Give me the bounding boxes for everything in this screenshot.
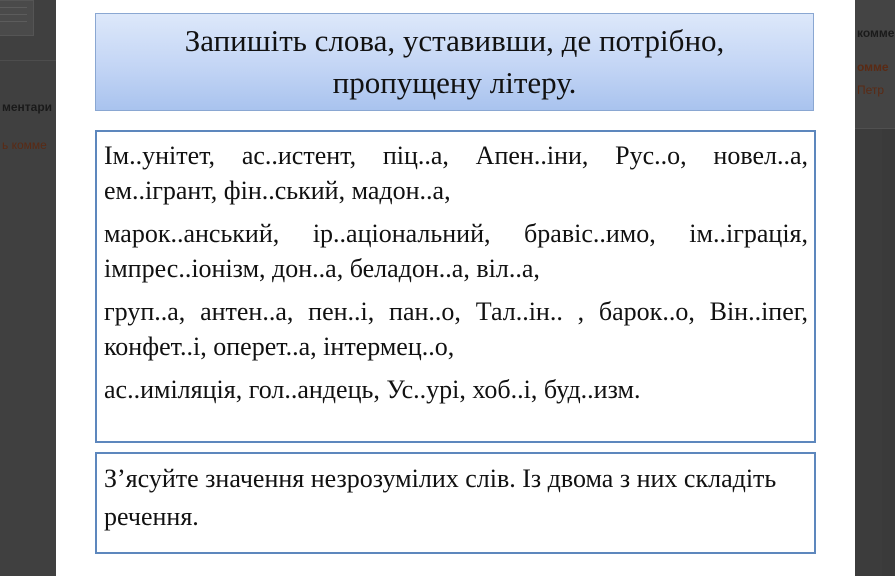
slide-viewer bbox=[56, 0, 855, 576]
word-line: груп..а, антен..а, пен..і, пан..о, Тал..ін.. , барок..о, Він..іпег, конфет..і, оперет..а, інтермец..о, bbox=[104, 297, 808, 361]
task-box bbox=[95, 452, 816, 554]
slide-title: Запишіть слова, уставивши, де потрібно, пропущену літеру. bbox=[184, 23, 725, 100]
task-text: З’ясуйте значення незрозумілих слів. Із двома з них складіть речення. bbox=[104, 464, 777, 531]
background-text: комме bbox=[857, 26, 895, 40]
background-link: ь комме bbox=[2, 138, 47, 152]
words-box bbox=[95, 130, 816, 443]
slide-title-box bbox=[95, 13, 814, 111]
word-line: ас..иміляція, гол..андець, Ус..урі, хоб..і, буд..изм. bbox=[104, 375, 641, 404]
background-thumbnail bbox=[0, 0, 34, 36]
background-page-right bbox=[855, 0, 895, 576]
background-link: омме bbox=[857, 60, 889, 74]
background-link: Петр bbox=[857, 83, 885, 97]
background-text: ментари bbox=[2, 100, 53, 114]
background-page-left bbox=[0, 0, 56, 576]
divider bbox=[0, 60, 56, 61]
word-line: Ім..унітет, ас..истент, піц..а, Апен..іни, Рус..о, новел..а, ем..ігрант, фін..ський, мадон..а, bbox=[104, 141, 808, 205]
word-line: марок..анський, ір..аціональний, бравіс..имо, ім..іграція, імпрес..іонізм, дон..а, беладон..а, віл..а, bbox=[104, 219, 808, 283]
